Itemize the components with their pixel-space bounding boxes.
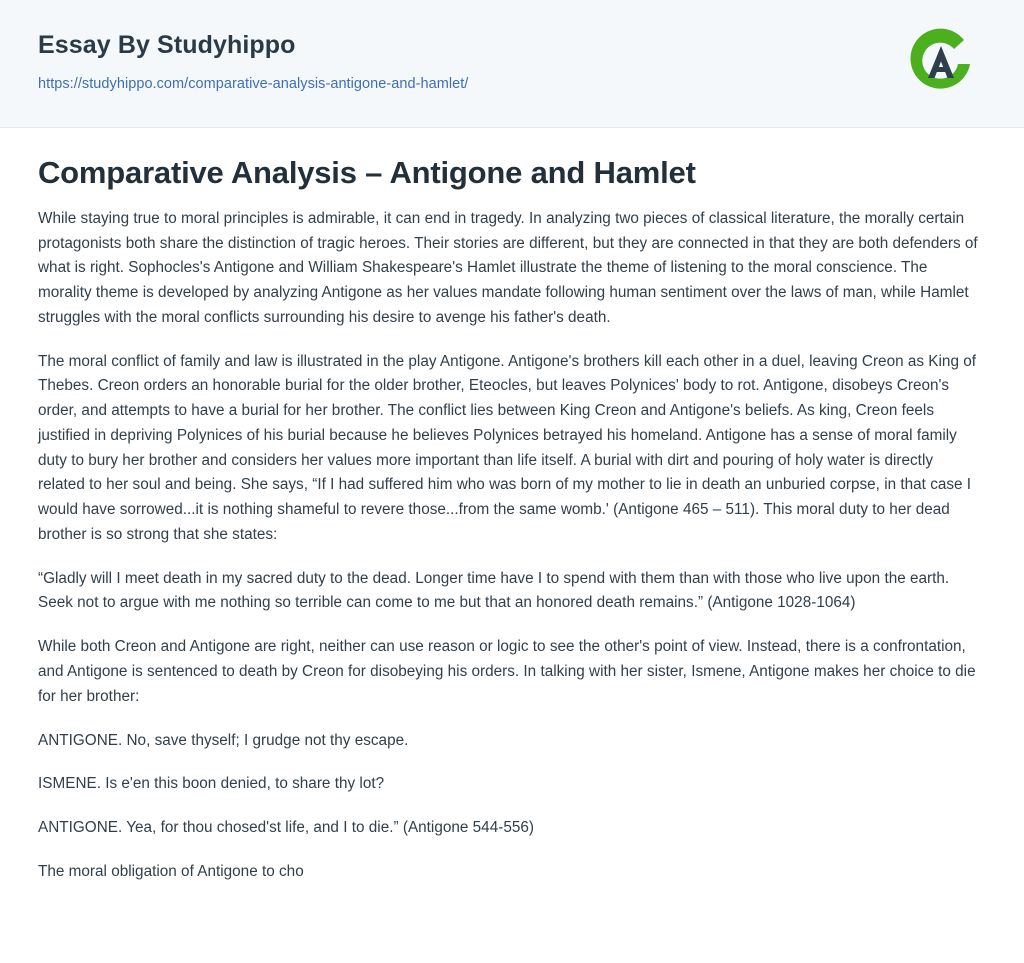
article-url-link[interactable]: https://studyhippo.com/comparative-analysis-antigone-and-hamlet/ (38, 76, 469, 92)
paragraph: ISMENE. Is e'en this boon denied, to share thy lot? (38, 775, 385, 793)
article-body (0, 128, 1024, 885)
paragraph: While staying true to moral principles is admirable, it can end in tragedy. In analyzing two pieces of classical literature, the morally certain protagonists both share the distinction of tragic heroes. Their stories are different, but they are connected in that they are both defenders of what is right. Sophocles's Antigone and William Shakespeare's Hamlet illustrate the theme of listening to the moral conscience. The morality theme is developed by analyzing Antigone as her values mandate following human sentiment over the laws of man, while Hamlet struggles with the moral conflicts surrounding his desire to avenge his father's death. (38, 209, 978, 326)
page-title: Comparative Analysis – Antigone and Hamlet (38, 155, 696, 190)
paragraph: The moral obligation of Antigone to cho (38, 862, 304, 880)
studyhippo-logo-icon (902, 22, 980, 100)
site-header (0, 0, 1024, 128)
paragraph: The moral conflict of family and law is illustrated in the play Antigone. Antigone's brothers kill each other in a duel, leaving Creon as King of Thebes. Creon orders an honorable burial for the older brother, Eteocles, but leaves Polynices' body to rot. Antigone, disobeys Creon's order, and attempts to have a burial for her brother. The conflict lies between King Creon and Antigone's beliefs. As king, Creon feels justified in depriving Polynices of his burial because he believes Polynices betrayed his homeland. Antigone has a sense of moral family duty to bury her brother and considers her values more important than life itself. A burial with dirt and pouring of holy water is directly related to her soul and being. She says, “If I had suffered him who was born of my mother to lie in death an unburied corpse, in that case I would have sorrowed...it is nothing shameful to revere those...from the same womb.' (Antigone 465 – 511). This moral duty to her dead brother is so strong that she states: (38, 352, 976, 543)
site-title: Essay By Studyhippo (38, 31, 296, 59)
paragraph: “Gladly will I meet death in my sacred duty to the dead. Longer time have I to spend with them than with those who live upon the earth. Seek not to argue with me nothing so terrible can come to me but that an honored death remains.” (Antigone 1028-1064) (38, 569, 950, 612)
paragraph: While both Creon and Antigone are right, neither can use reason or logic to see the other's point of view. Instead, there is a confrontation, and Antigone is sentenced to death by Creon for disobeying his orders. In talking with her sister, Ismene, Antigone makes her choice to die for her brother: (38, 638, 976, 705)
paragraph: ANTIGONE. Yea, for thou chosed'st life, and I to die.” (Antigone 544-556) (38, 819, 534, 837)
paragraph: ANTIGONE. No, save thyself; I grudge not thy escape. (38, 731, 409, 749)
